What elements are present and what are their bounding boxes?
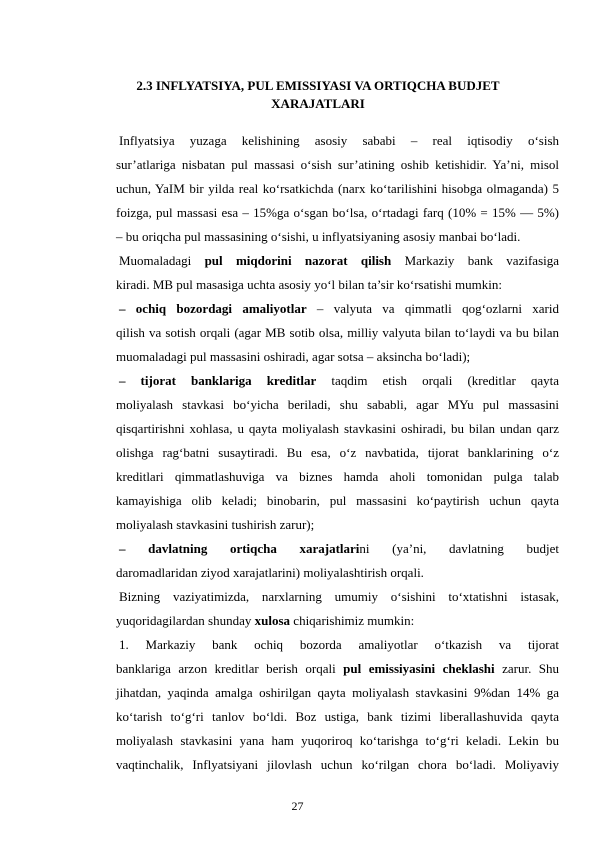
text-line: 1. Markaziy bank ochiq bozorda amaliyotlar o‘tkazish va tijorat [119, 637, 559, 652]
text-line: – ochiq bozordagi amaliyotlar – valyuta va qimmatli qog‘ozlarni xarid [119, 301, 559, 316]
text-line: qisqartirishni xohlasa, u qayta moliyalash stavkasini oshiradi, bu bilan undan qarz [116, 421, 559, 436]
text-line: – davlatning ortiqcha xarajatlarini (ya’ni, davlatning budjet [119, 541, 559, 556]
text-line: uchun, YaIM bir yilda real ko‘rsatkichda (narx ko‘tarilishini hisobga olmaganda) 5 [116, 181, 559, 196]
text-line: foizga, pul massasi esa – 15%ga o‘sgan bo‘lsa, o‘rtadagi farq (10% = 15% — 5%) [116, 205, 559, 220]
heading-line-1: 2.3 INFLYATSIYA, PUL EMISSIYASI VA ORTIQCHA BUDJET [136, 78, 500, 93]
text-line: kamayishiga olib keladi; binobarin, pul massasini ko‘paytirish uchun qayta [116, 493, 559, 508]
text-line: moliyalash stavkasi bo‘yicha beriladi, shu sababli, agar MYu pul massasini [116, 397, 559, 412]
text-line: – bu oriqcha pul massasining o‘sishi, u inflyatsiyaning asosiy manbai bo‘ladi. [116, 229, 521, 244]
text-line: moliyalash stavkasini yana ham yuqoriroq ko‘tarishga to‘g‘ri keladi. Lekin bu [116, 733, 559, 748]
text-line: kreditlari qimmatlashuviga va biznes hamda aholi tomonidan pulga talab [116, 469, 559, 484]
text-line: Inflyatsiya yuzaga kelishining asosiy sababi – real iqtisodiy o‘sish [119, 133, 559, 148]
text-line: jihatdan, yaqinda amalga oshirilgan qayta moliyalash stavkasini 9%dan 14% ga [116, 685, 559, 700]
text-line: ko‘tarish to‘g‘ri tanlov bo‘ldi. Boz ustiga, bank tizimi liberallashuvida qayta [116, 709, 559, 724]
text-line: Bizning vaziyatimizda, narxlarning umumiy o‘sishini to‘xtatishni istasak, [119, 589, 559, 604]
text-line: moliyalash stavkasini tushirish zarur); [116, 517, 315, 532]
page-number: 27 [291, 799, 304, 813]
text-line: qilish va sotish orqali (agar MB sotib olsa, milliy valyuta bilan to‘laydi va bu bilan [116, 325, 559, 340]
text-line: Muomaladagi pul miqdorini nazorat qilish Markaziy bank vazifasiga [119, 253, 560, 268]
text-line: muomaladagi pul massasini oshiradi, agar sotsa – aksincha bo‘ladi); [116, 349, 471, 364]
text-line: banklariga arzon kreditlar berish orqali pul emissiyasini cheklashi zarur. Shu [116, 661, 560, 676]
text-line: daromadlaridan ziyod xarajatlarini) moliyalashtirish orqali. [116, 565, 424, 580]
heading-line-2: XARAJATLARI [271, 96, 365, 111]
text-line: sur’atlariga nisbatan pul massasi o‘sish sur’atining oshib ketishidir. Ya’ni, misol [116, 157, 559, 172]
text-line: – tijorat banklariga kreditlar taqdim etish orqali (kreditlar qayta [119, 373, 560, 388]
text-line: yuqoridagilardan shunday xulosa chiqarishimiz mumkin: [116, 613, 415, 628]
text-line: vaqtinchalik, Inflyatsiyani jilovlash uchun ko‘rilgan chora bo‘ladi. Moliyaviy [116, 757, 559, 772]
text-line: kiradi. MB pul masasiga uchta asosiy yo‘l bilan ta’sir ko‘rsatishi mumkin: [116, 277, 502, 292]
text-line: olishga rag‘batni susaytiradi. Bu esa, o‘z navbatida, tijorat banklarining o‘z [116, 445, 559, 460]
